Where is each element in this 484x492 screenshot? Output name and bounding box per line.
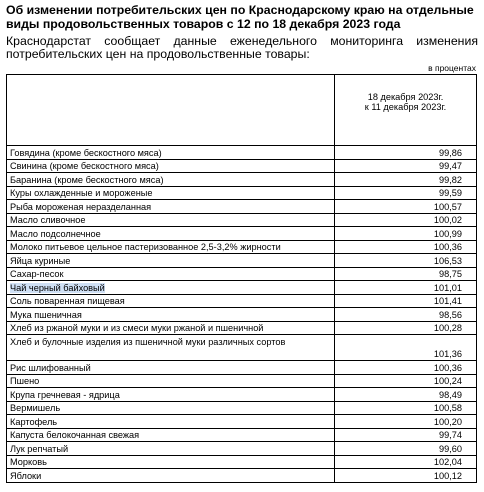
- table-row: [7, 200, 477, 214]
- price-index-value: 100,99: [335, 227, 477, 241]
- period-line-1: 18 декабря 2023г.: [367, 92, 444, 102]
- table-row: [7, 240, 477, 254]
- price-index-value: 100,02: [335, 213, 477, 227]
- product-name-cell: [7, 227, 335, 241]
- product-name: Рыба мороженая неразделанная: [10, 201, 152, 212]
- table-row: [7, 361, 477, 375]
- product-name-cell: [7, 254, 335, 268]
- product-name: Куры охлажденные и мороженые: [10, 188, 153, 198]
- product-name-cell: [7, 173, 335, 187]
- product-name-cell: [7, 294, 335, 308]
- price-index-value: 99,47: [335, 159, 477, 173]
- table-row: [7, 227, 477, 241]
- product-name-cell: [7, 361, 335, 375]
- product-name: Хлеб и булочные изделия из пшеничной муки различных сортов: [10, 337, 286, 347]
- product-name-cell: [7, 442, 335, 456]
- price-index-value: 102,04: [335, 455, 477, 469]
- table-row: [7, 374, 477, 388]
- table-row: [7, 213, 477, 227]
- price-index-value: 100,24: [335, 374, 477, 388]
- header-product-cell: [7, 75, 335, 146]
- product-name: Пшено: [10, 376, 40, 386]
- product-name: Сахар-песок: [10, 269, 64, 279]
- product-name-cell: [7, 374, 335, 388]
- product-name-cell: [7, 388, 335, 402]
- product-name-cell: [7, 159, 335, 173]
- product-name-cell: [7, 186, 335, 200]
- product-name: Свинина (кроме бескостного мяса): [10, 161, 159, 171]
- product-name: Мука пшеничная: [10, 309, 82, 320]
- price-index-value: 101,01: [335, 281, 477, 295]
- product-name: Молоко питьевое цельное пастеризованное 2,5-3,2% жирности: [10, 242, 281, 252]
- price-index-value: 100,36: [335, 240, 477, 254]
- product-name: Масло сливочное: [10, 215, 86, 225]
- product-name-cell: [7, 469, 335, 483]
- price-index-value: 100,12: [335, 469, 477, 483]
- price-index-value: 99,86: [335, 146, 477, 160]
- product-name: Капуста белокочанная свежая: [10, 430, 140, 440]
- product-name: Морковь: [10, 457, 47, 467]
- price-index-value: 98,75: [335, 267, 477, 281]
- table-row: [7, 455, 477, 469]
- product-name-cell: [7, 321, 335, 335]
- table-row: [7, 186, 477, 200]
- product-name: Рис шлифованный: [10, 362, 91, 373]
- product-name-cell: [7, 267, 335, 281]
- price-index-value: 101,41: [335, 294, 477, 308]
- price-index-value: 100,57: [335, 200, 477, 214]
- table-row: [7, 159, 477, 173]
- intro-paragraph: Краснодарстат сообщает данные еженедельного мониторинга изменения потребительских цен на продовольственные товары:: [6, 34, 478, 61]
- product-name: Яблоки: [10, 470, 42, 481]
- unit-label: в процентах: [428, 63, 476, 73]
- price-index-value: 106,53: [335, 254, 477, 268]
- product-name-cell: [7, 335, 335, 361]
- price-index-value: 101,36: [335, 335, 477, 361]
- table-row: [7, 442, 477, 456]
- product-name: Чай черный байховый: [10, 282, 105, 293]
- table-row: [7, 146, 477, 160]
- product-name: Лук репчатый: [10, 443, 69, 454]
- product-name-cell: [7, 428, 335, 442]
- price-index-value: 100,20: [335, 415, 477, 429]
- product-name: Картофель: [10, 416, 58, 427]
- product-name: Яйца куриные: [10, 255, 71, 266]
- price-index-table: [6, 74, 477, 483]
- product-name: Говядина (кроме бескостного мяса): [10, 147, 162, 158]
- product-name-cell: [7, 240, 335, 254]
- document-title: Об изменении потребительских цен по Краснодарскому краю на отдельные виды продовольственных товаров с 12 по 18 декабря 2023 года: [6, 3, 474, 31]
- table-row: [7, 415, 477, 429]
- table-row: [7, 267, 477, 281]
- product-name: Соль поваренная пищевая: [10, 296, 125, 306]
- price-index-value: 99,59: [335, 186, 477, 200]
- table-row: [7, 335, 477, 361]
- price-index-value: 99,60: [335, 442, 477, 456]
- product-name-cell: [7, 415, 335, 429]
- table-row: [7, 401, 477, 415]
- product-name: Хлеб из ржаной муки и из смеси муки ржаной и пшеничной: [10, 323, 264, 333]
- price-index-value: 100,28: [335, 321, 477, 335]
- table-row: [7, 428, 477, 442]
- header-period-cell: [335, 75, 477, 146]
- table-row: [7, 469, 477, 483]
- product-name: Вермишель: [10, 403, 61, 413]
- table-header-row: [7, 75, 477, 146]
- product-name: Баранина (кроме бескостного мяса): [10, 174, 164, 185]
- product-name-cell: [7, 213, 335, 227]
- period-line-2: к 11 декабря 2023г.: [364, 102, 447, 112]
- table-row: [7, 281, 477, 295]
- product-name-cell: [7, 455, 335, 469]
- table-row: [7, 308, 477, 322]
- price-index-value: 100,36: [335, 361, 477, 375]
- product-name-cell: [7, 401, 335, 415]
- table-row: [7, 294, 477, 308]
- price-index-value: 98,49: [335, 388, 477, 402]
- price-index-value: 99,82: [335, 173, 477, 187]
- product-name: Масло подсолнечное: [10, 228, 101, 239]
- product-name-cell: [7, 200, 335, 214]
- price-index-value: 100,58: [335, 401, 477, 415]
- table-body: [7, 146, 477, 483]
- product-name-cell: [7, 308, 335, 322]
- price-index-value: 98,56: [335, 308, 477, 322]
- table-row: [7, 173, 477, 187]
- product-name-cell: [7, 281, 335, 295]
- table-row: [7, 321, 477, 335]
- table-row: [7, 388, 477, 402]
- price-index-value: 99,74: [335, 428, 477, 442]
- table-row: [7, 254, 477, 268]
- product-name-cell: [7, 146, 335, 160]
- product-name: Крупа гречневая - ядрица: [10, 389, 120, 400]
